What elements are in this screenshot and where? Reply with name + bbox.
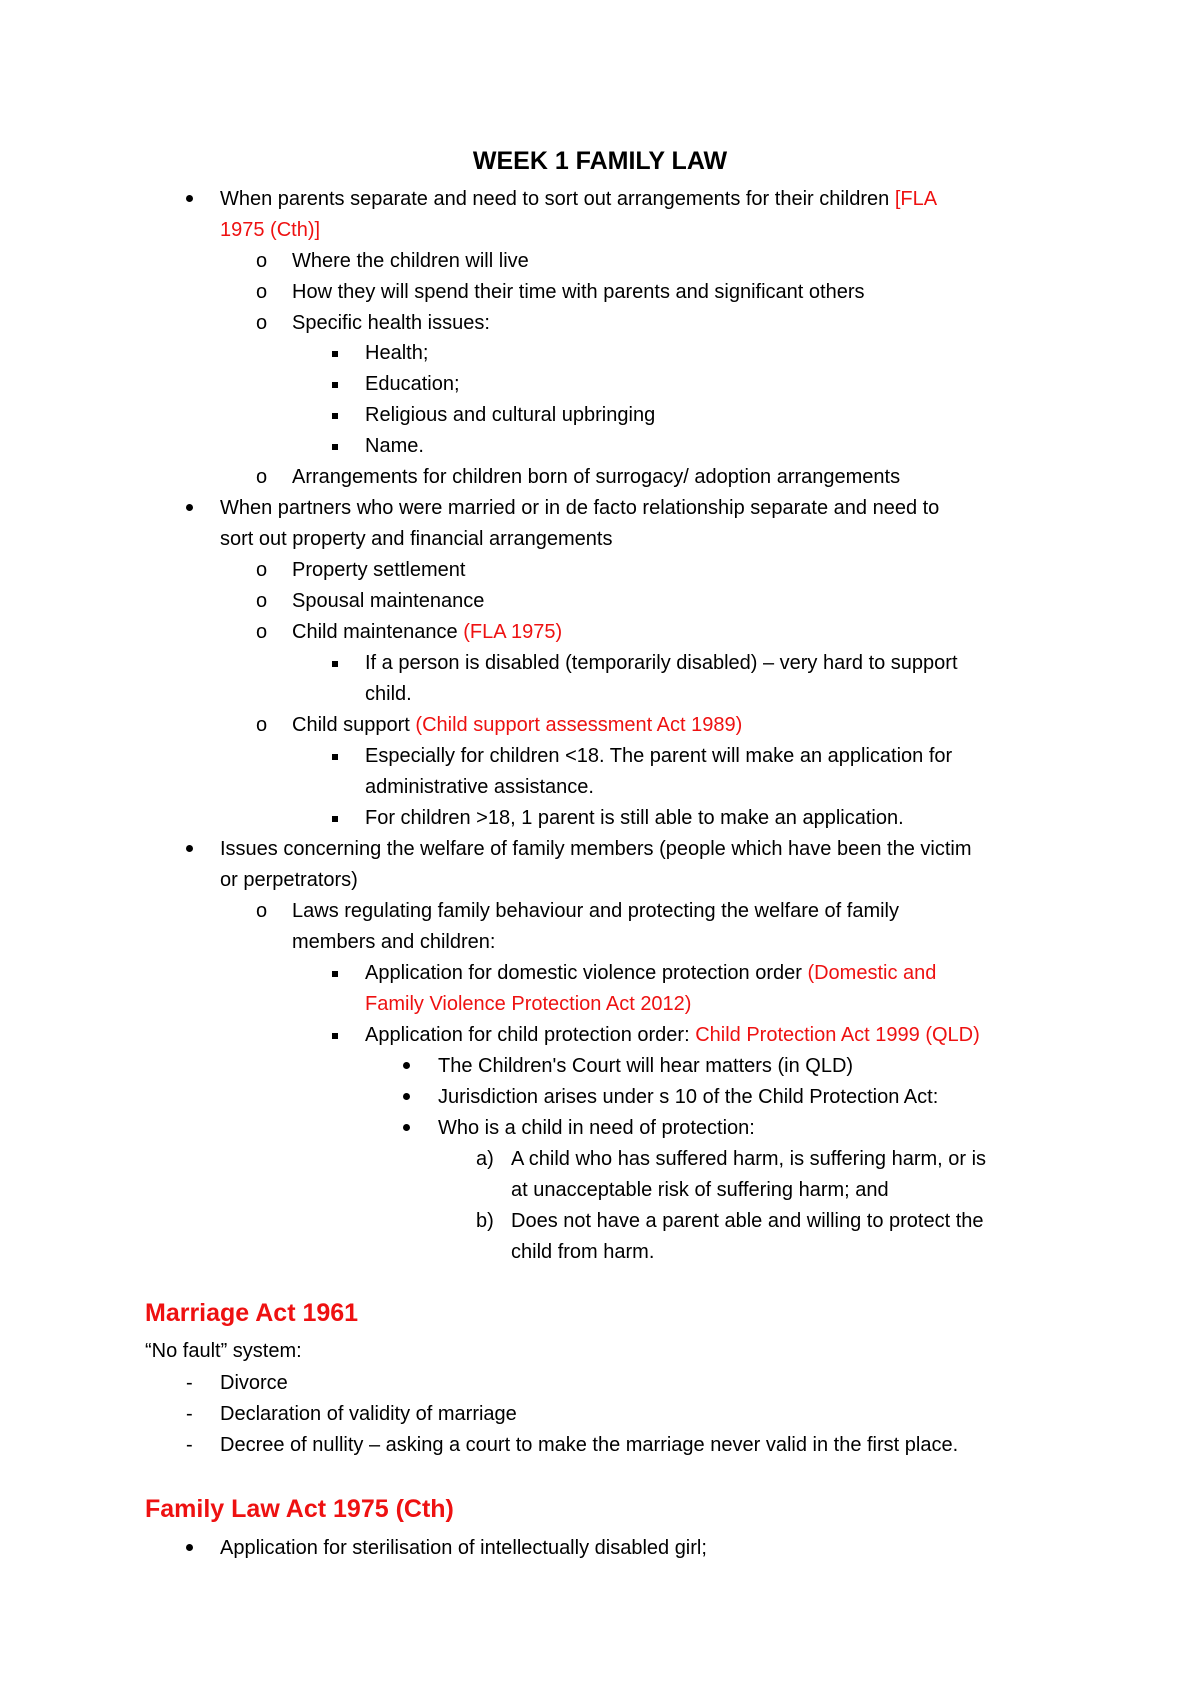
sub-item: How they will spend their time with parents and significant others [292, 281, 865, 303]
sub-item: members and children: [292, 931, 496, 953]
sub-sub-item: For children >18, 1 parent is still able to make an application. [365, 807, 904, 829]
sub-bullet-marker: o [256, 312, 268, 334]
lettered-item: Does not have a parent able and willing to protect the [511, 1210, 984, 1232]
bullet-text: When partners who were married or in de facto relationship separate and need to [220, 497, 940, 519]
lettered-item: at unacceptable risk of suffering harm; and [511, 1179, 889, 1201]
bullet-dot [403, 1093, 410, 1100]
sub-bullet-marker: o [256, 590, 268, 612]
legislation-ref: Child Protection Act 1999 (QLD) [695, 1024, 980, 1046]
sub-item: Spousal maintenance [292, 590, 485, 612]
sub-bullet-marker: o [256, 559, 268, 581]
sub-item: Laws regulating family behaviour and protecting the welfare of family [292, 900, 899, 922]
square-bullet [332, 661, 338, 667]
sub-item: Where the children will live [292, 250, 529, 272]
lettered-item: child from harm. [511, 1241, 655, 1263]
sub-bullet-marker: o [256, 250, 268, 272]
legislation-ref: (Domestic and [807, 962, 937, 984]
bullet-dot [186, 195, 193, 202]
square-bullet [332, 444, 338, 450]
dash-marker: - [186, 1372, 193, 1394]
bullet-dot [186, 845, 193, 852]
sub-bullet-marker: o [256, 621, 268, 643]
sub-item: Arrangements for children born of surrogacy/ adoption arrangements [292, 466, 901, 488]
dash-item: Declaration of validity of marriage [220, 1403, 517, 1425]
bullet-text [220, 184, 937, 215]
lettered-marker: b) [476, 1210, 494, 1232]
bullet-dot [186, 1544, 193, 1551]
sub-item [292, 710, 742, 741]
lettered-item: A child who has suffered harm, is suffering harm, or is [511, 1148, 987, 1170]
section-heading-marriage-act: Marriage Act 1961 [145, 1299, 359, 1327]
text: Child support [292, 714, 416, 736]
sub-sub-item [365, 958, 936, 989]
sub-sub-item: Especially for children <18. The parent will make an application for [365, 745, 953, 767]
page-title: WEEK 1 FAMILY LAW [472, 147, 728, 175]
level4-item: The Children's Court will hear matters (in QLD) [438, 1055, 854, 1077]
sub-sub-item: Education; [365, 373, 460, 395]
legislation-ref: (FLA 1975) [463, 621, 563, 643]
square-bullet [332, 382, 338, 388]
sub-sub-item: Name. [365, 435, 424, 457]
sub-bullet-marker: o [256, 281, 268, 303]
legislation-ref: [FLA [894, 188, 938, 210]
sub-sub-item: Health; [365, 342, 429, 364]
sub-sub-item: administrative assistance. [365, 776, 594, 798]
dash-marker: - [186, 1434, 193, 1456]
dash-marker: - [186, 1403, 193, 1425]
bullet-text: sort out property and financial arrangements [220, 528, 613, 550]
bullet-text: or perpetrators) [220, 869, 358, 891]
sub-sub-item: child. [365, 683, 412, 705]
legislation-ref: (Child support assessment Act 1989) [415, 714, 743, 736]
dash-item: Decree of nullity – asking a court to make the marriage never valid in the first place. [220, 1434, 959, 1456]
square-bullet [332, 754, 338, 760]
text: When parents separate and need to sort out arrangements for their children [220, 188, 895, 210]
section-heading-family-law-act: Family Law Act 1975 (Cth) [145, 1495, 454, 1523]
level4-item: Jurisdiction arises under s 10 of the Child Protection Act: [438, 1086, 939, 1108]
square-bullet [332, 1033, 338, 1039]
lettered-marker: a) [476, 1148, 494, 1170]
bullet-text: Issues concerning the welfare of family members (people which have been the victim [220, 838, 972, 860]
section-intro: “No fault” system: [145, 1340, 302, 1362]
square-bullet [332, 351, 338, 357]
sub-bullet-marker: o [256, 714, 268, 736]
text: Application for domestic violence protection order [365, 962, 808, 984]
bullet-text: Application for sterilisation of intellectually disabled girl; [220, 1537, 707, 1559]
level4-item: Who is a child in need of protection: [438, 1117, 755, 1139]
dash-item: Divorce [220, 1372, 288, 1394]
square-bullet [332, 413, 338, 419]
legislation-ref: 1975 (Cth)] [220, 219, 321, 241]
sub-sub-item [365, 1020, 980, 1051]
square-bullet [332, 971, 338, 977]
sub-item [292, 617, 562, 648]
sub-item: Specific health issues: [292, 312, 490, 334]
sub-item: Property settlement [292, 559, 466, 581]
square-bullet [332, 816, 338, 822]
sub-sub-item: If a person is disabled (temporarily disabled) – very hard to support [365, 652, 958, 674]
text: Child maintenance [292, 621, 464, 643]
sub-bullet-marker: o [256, 900, 268, 922]
bullet-dot [186, 504, 193, 511]
bullet-dot [403, 1124, 410, 1131]
legislation-ref: Family Violence Protection Act 2012) [365, 993, 692, 1015]
sub-bullet-marker: o [256, 466, 268, 488]
text: Application for child protection order: [365, 1024, 696, 1046]
sub-sub-item: Religious and cultural upbringing [365, 404, 656, 426]
bullet-dot [403, 1062, 410, 1069]
